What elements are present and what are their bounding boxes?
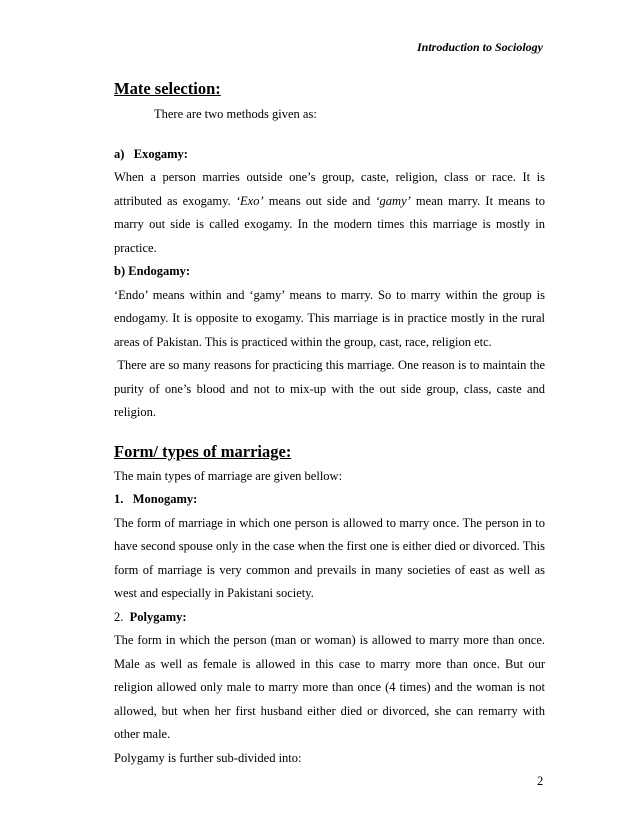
exogamy-paragraph: [114, 166, 545, 260]
mate-selection-intro: There are two methods given as:: [154, 107, 317, 121]
exogamy-text-3: mean marry. It means to marry out side is called exogamy. In the modern times this marriage is mostly in practice.: [114, 193, 545, 255]
polygamy-heading-line: [114, 606, 545, 630]
gamy-term: ‘gamy’: [375, 193, 411, 208]
polygamy-closing: Polygamy is further sub-divided into:: [114, 750, 302, 765]
exo-term: ‘Exo’: [235, 193, 264, 208]
monogamy-heading: 1. Monogamy:: [114, 492, 198, 506]
endogamy-heading: b) Endogamy:: [114, 264, 191, 278]
marriage-types-heading: Form/ types of marriage:: [114, 441, 292, 461]
exogamy-text-2: means out side and: [263, 193, 376, 208]
endogamy-paragraph-1: ‘Endo’ means within and ‘gamy’ means to marry. So to marry within the group is endogamy. It is opposite to exogamy. This marriage is in practice mostly in the rural areas of Pakistan. This is practiced within the group, cast, race, religion etc.: [114, 287, 545, 349]
page-number: 2: [537, 774, 544, 788]
polygamy-paragraph: The form in which the person (man or woman) is allowed to marry more than once. Male as well as female is allowed in this case to marry more than once. But our religion allowed only male to marry more than once (4 times) and the woman is not allowed, but when her first husband either died or divorced, she can remarry with other male.: [114, 633, 545, 741]
polygamy-number: 2.: [114, 609, 130, 624]
running-header: Introduction to Sociology: [416, 40, 543, 54]
mate-selection-heading: Mate selection:: [114, 79, 221, 98]
endogamy-paragraph-2: There are so many reasons for practicing this marriage. One reason is to maintain the purity of one’s blood and not to mix-up with the out side group, class, caste and religion.: [114, 358, 549, 419]
marriage-types-intro: The main types of marriage are given bellow:: [114, 468, 343, 483]
polygamy-heading: Polygamy:: [129, 609, 187, 624]
page-content: [114, 78, 549, 770]
exogamy-heading: a) Exogamy:: [114, 146, 188, 161]
monogamy-paragraph: The form of marriage in which one person is allowed to marry once. The person in to have second spouse only in the case when the first one is either died or divorced. This form of marriage is very common and prevails in many societies of east as well as west and especially in Pakistani society.: [114, 515, 545, 600]
exogamy-text-1: When a person marries outside one’s group, caste, religion, class or race. It is attributed as exogamy.: [114, 170, 545, 208]
